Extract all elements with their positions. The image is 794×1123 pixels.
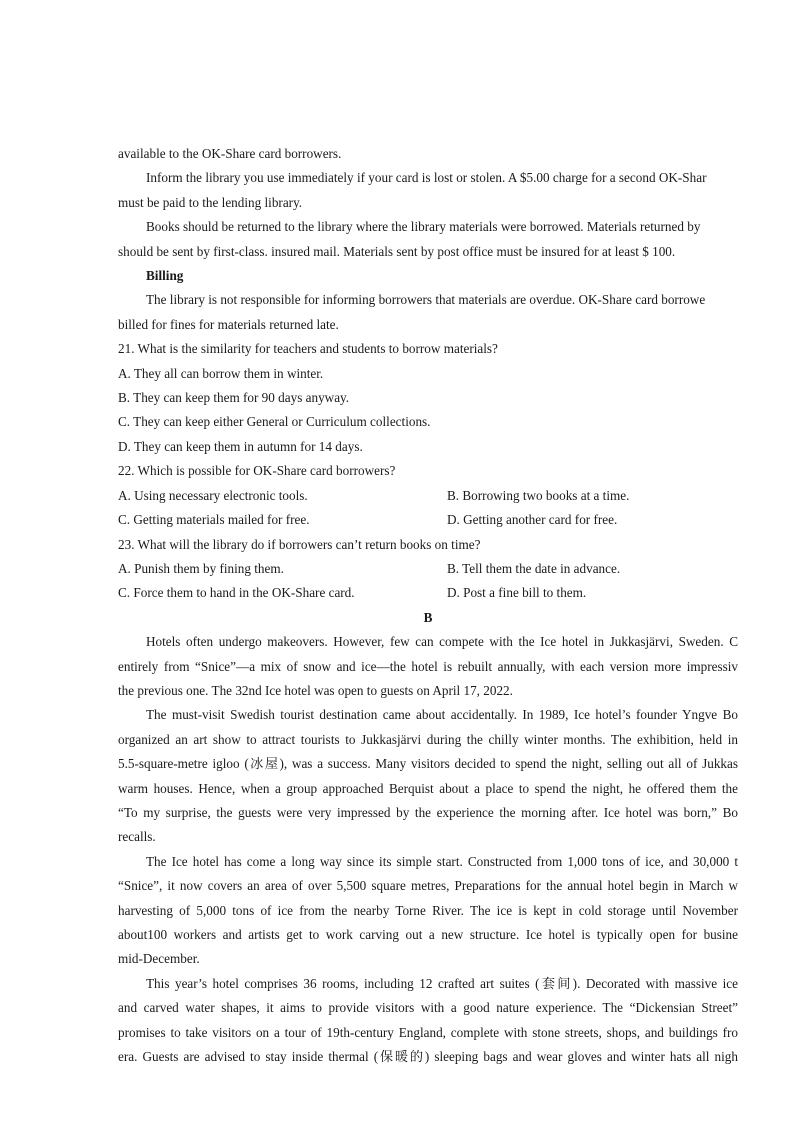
passage-b-line: entirely from “Snice”—a mix of snow and ice—the hotel is rebuilt annually, with each version more impressiv — [118, 658, 738, 674]
question-23-options-row-1 — [118, 557, 738, 581]
passage-b-line: The Ice hotel has come a long way since its simple start. Constructed from 1,000 tons of ice, and 30,000 t — [146, 853, 738, 869]
section-b-heading: B — [423, 609, 433, 625]
question-21-stem: 21. What is the similarity for teachers and students to borrow materials? — [118, 341, 498, 357]
question-22-option-a: A. Using necessary electronic tools. — [118, 487, 308, 503]
question-23-options-row-2 — [118, 581, 738, 605]
passage-b-line: warm houses. Hence, when a group approached Berquist about a place to spend the night, he offered them the — [118, 780, 738, 796]
text-line: Books should be returned to the library where the library materials were borrowed. Materials returned by — [146, 219, 701, 235]
question-22-options-row-1 — [118, 484, 738, 508]
question-23-option-b: B. Tell them the date in advance. — [447, 560, 621, 576]
passage-b-line: and carved water shapes, it aims to provide visitors with a good nature experience. The “Dickensian Street” — [118, 1000, 738, 1016]
question-21-option-d: D. They can keep them in autumn for 14 days. — [118, 438, 363, 454]
passage-b-line: about100 workers and artists get to work carving out a new structure. Ice hotel is typically open for busine — [118, 927, 738, 942]
question-23-stem: 23. What will the library do if borrowers can’t return books on time? — [118, 536, 481, 552]
passage-b-line: harvesting of 5,000 tons of ice from the nearby Torne River. The ice is kept in cold storage until November — [118, 902, 738, 918]
text-line: Inform the library you use immediately if your card is lost or stolen. A $5.00 charge for a second OK-Shar — [146, 170, 707, 186]
text-line: must be paid to the lending library. — [118, 194, 303, 210]
passage-b-line: The must-visit Swedish tourist destination came about accidentally. In 1989, Ice hotel’s founder Yngve Bo — [146, 707, 738, 723]
text-line: The library is not responsible for informing borrowers that materials are overdue. OK-Share card borrowe — [146, 292, 706, 308]
passage-b-line: 5.5-square-metre igloo (冰屋), was a success. Many visitors decided to spend the night, selling out all of Jukkas — [118, 756, 738, 772]
question-21-option-b: B. They can keep them for 90 days anyway. — [118, 390, 350, 406]
billing-heading: Billing — [146, 268, 184, 284]
passage-b-line: the previous one. The 32nd Ice hotel was open to guests on April 17, 2022. — [118, 682, 513, 698]
passage-b-line: era. Guests are advised to stay inside thermal (保暖的) sleeping bags and wear gloves and winter hats all nigh — [118, 1049, 738, 1065]
question-22-option-d: D. Getting another card for free. — [447, 512, 618, 528]
question-22-option-b: B. Borrowing two books at a time. — [447, 487, 630, 503]
passage-b-line: organized an art show to attract tourists to Jukkasjärvi during the chilly winter months. The exhibition, held in — [118, 731, 738, 747]
text-line: billed for fines for materials returned late. — [118, 316, 339, 332]
passage-b-line: promises to take visitors on a tour of 19th-century England, complete with stone streets, shops, and buildings fro — [118, 1024, 738, 1040]
question-22-options-row-2 — [118, 508, 738, 532]
passage-b-line: “Snice”, it now covers an area of over 5,500 square metres, Preparations for the annual hotel begin in March w — [118, 878, 738, 894]
page-content — [118, 142, 738, 1069]
text-line: available to the OK-Share card borrowers. — [118, 146, 342, 161]
question-22-option-c: C. Getting materials mailed for free. — [118, 512, 310, 528]
passage-b-line: “To my surprise, the guests were very impressed by the experience the morning after. Ice hotel was born,” Bo — [118, 804, 738, 820]
passage-b-line: This year’s hotel comprises 36 rooms, including 12 crafted art suites (套间). Decorated with massive ice — [146, 975, 738, 991]
question-22-stem: 22. Which is possible for OK-Share card borrowers? — [118, 463, 396, 479]
question-23-option-c: C. Force them to hand in the OK-Share card. — [118, 585, 355, 601]
question-23-option-a: A. Punish them by fining them. — [118, 560, 284, 576]
passage-b-line: Hotels often undergo makeovers. However, few can compete with the Ice hotel in Jukkasjärvi, Sweden. C — [146, 634, 738, 650]
question-23-option-d: D. Post a fine bill to them. — [447, 585, 587, 601]
passage-b-line: mid-December. — [118, 951, 200, 967]
question-21-option-c: C. They can keep either General or Curriculum collections. — [118, 414, 431, 430]
text-line: should be sent by first-class. insured mail. Materials sent by post office must be insured for at least $ 100. — [118, 243, 676, 259]
question-21-option-a: A. They all can borrow them in winter. — [118, 365, 324, 381]
passage-b-line: recalls. — [118, 829, 156, 845]
